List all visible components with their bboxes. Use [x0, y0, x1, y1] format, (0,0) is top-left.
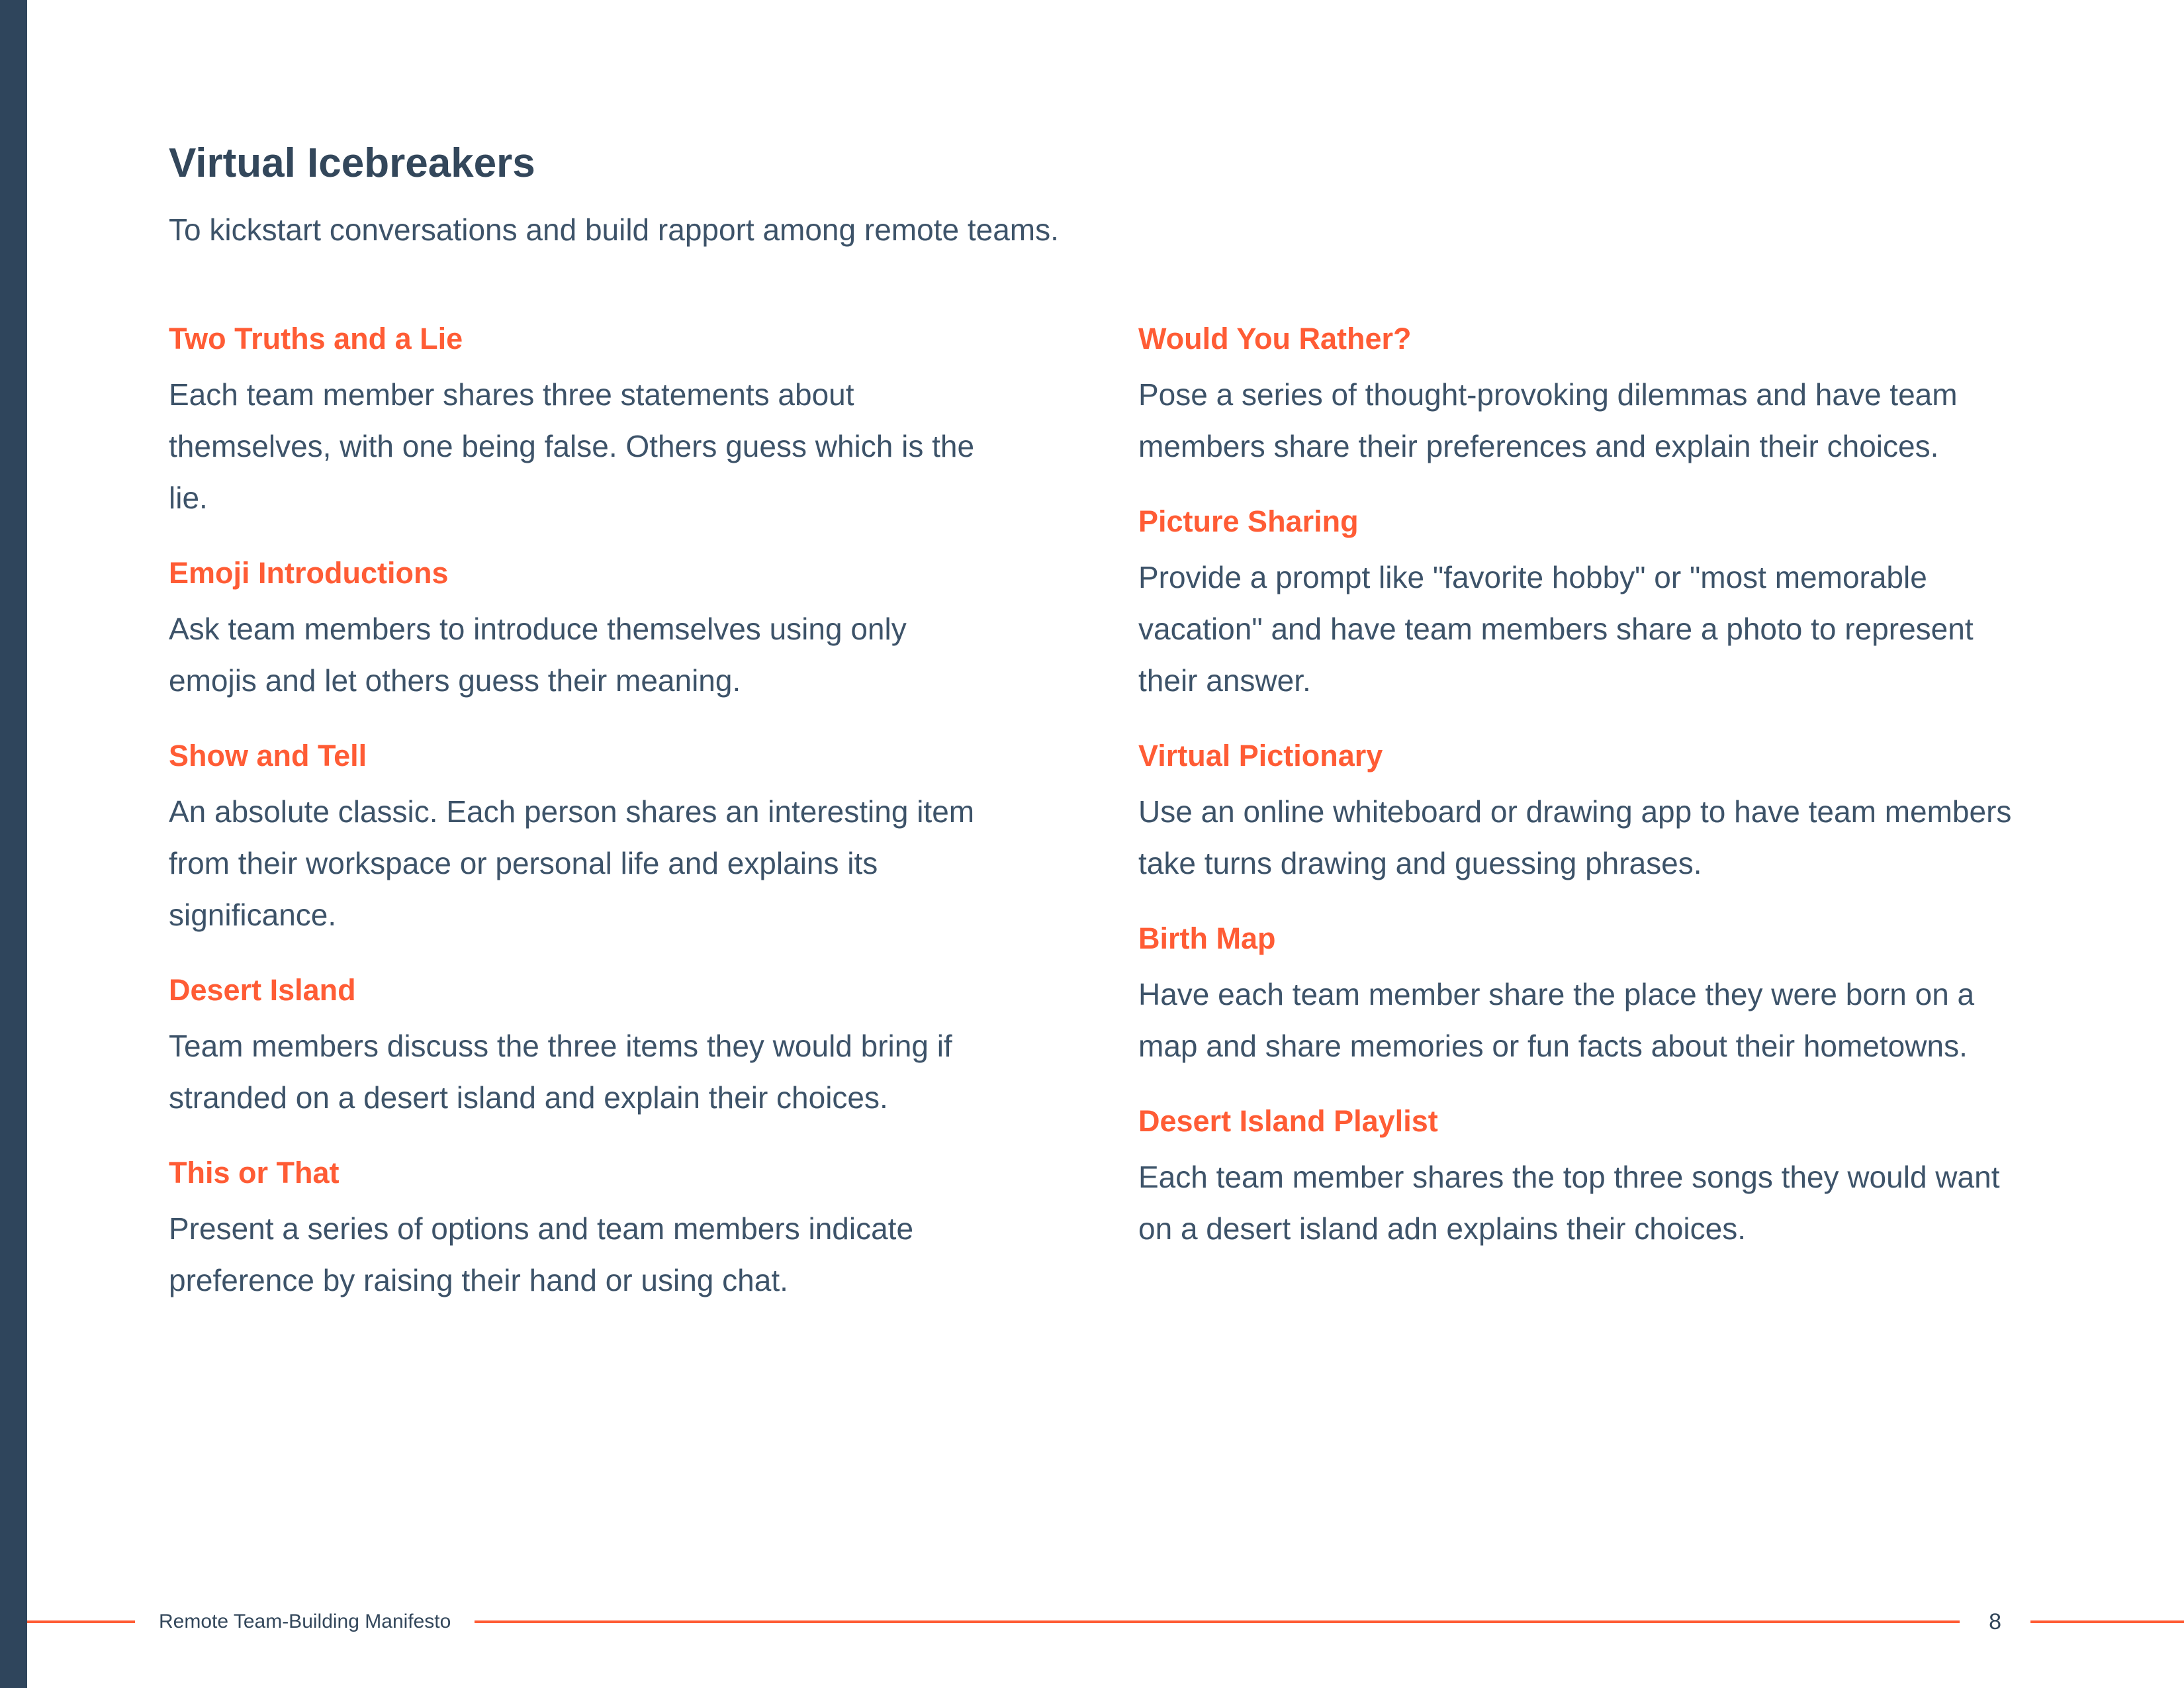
icebreaker-item	[169, 735, 999, 941]
icebreaker-description: Pose a series of thought-provoking dilemmas and have team members share their preferences and explain their choices.	[1138, 377, 1958, 463]
icebreaker-item	[1138, 735, 2019, 889]
left-column	[169, 318, 999, 1335]
icebreaker-item	[169, 1152, 999, 1306]
page-footer	[27, 1610, 2184, 1634]
icebreaker-title: Two Truths and a Lie	[169, 322, 463, 355]
page-subtitle: To kickstart conversations and build rapport among remote teams.	[169, 212, 1059, 247]
icebreaker-description: Team members discuss the three items they would bring if stranded on a desert island and explain their choices.	[169, 1029, 952, 1115]
icebreaker-columns	[169, 318, 2022, 1335]
right-column	[1138, 318, 2019, 1335]
icebreaker-title: Show and Tell	[169, 739, 367, 773]
footer-rule-left	[27, 1620, 135, 1623]
icebreaker-title: Would You Rather?	[1138, 322, 1412, 355]
left-accent-bar	[0, 0, 27, 1688]
icebreaker-item	[169, 970, 999, 1123]
icebreaker-description: Use an online whiteboard or drawing app to have team members take turns drawing and guessing phrases.	[1138, 794, 2012, 880]
footer-page-number: 8	[1989, 1609, 2001, 1634]
icebreaker-item	[1138, 1101, 2019, 1254]
icebreaker-description: Provide a prompt like "favorite hobby" or "most memorable vacation" and have team members share a photo to represent their answer.	[1138, 560, 1974, 698]
page-title: Virtual Icebreakers	[169, 140, 535, 186]
footer-rule-right	[2030, 1620, 2184, 1623]
icebreaker-description: Each team member shares the top three songs they would want on a desert island adn explains their choices.	[1138, 1160, 2000, 1246]
footer-doc-title: Remote Team-Building Manifesto	[159, 1611, 451, 1632]
icebreaker-description: Have each team member share the place they were born on a map and share memories or fun facts about their hometowns.	[1138, 977, 1975, 1063]
icebreaker-title: Desert Island Playlist	[1138, 1104, 1438, 1138]
icebreaker-item	[169, 318, 999, 524]
icebreaker-item	[1138, 318, 2019, 472]
icebreaker-title: Emoji Introductions	[169, 556, 449, 590]
icebreaker-item	[169, 553, 999, 706]
icebreaker-description: Each team member shares three statements about themselves, with one being false. Others guess which is the lie.	[169, 377, 975, 515]
icebreaker-title: Picture Sharing	[1138, 504, 1359, 538]
icebreaker-title: Desert Island	[169, 973, 356, 1007]
footer-rule-middle	[475, 1620, 1960, 1623]
icebreaker-item	[1138, 501, 2019, 706]
icebreaker-description: Present a series of options and team members indicate preference by raising their hand or using chat.	[169, 1211, 914, 1297]
icebreaker-item	[1138, 918, 2019, 1072]
icebreaker-title: Birth Map	[1138, 921, 1276, 955]
icebreaker-title: Virtual Pictionary	[1138, 739, 1383, 773]
icebreaker-description: Ask team members to introduce themselves using only emojis and let others guess their meaning.	[169, 612, 907, 698]
icebreaker-description: An absolute classic. Each person shares an interesting item from their workspace or personal life and explains its significance.	[169, 794, 975, 932]
page-content	[169, 136, 2022, 1335]
icebreaker-title: This or That	[169, 1156, 340, 1190]
